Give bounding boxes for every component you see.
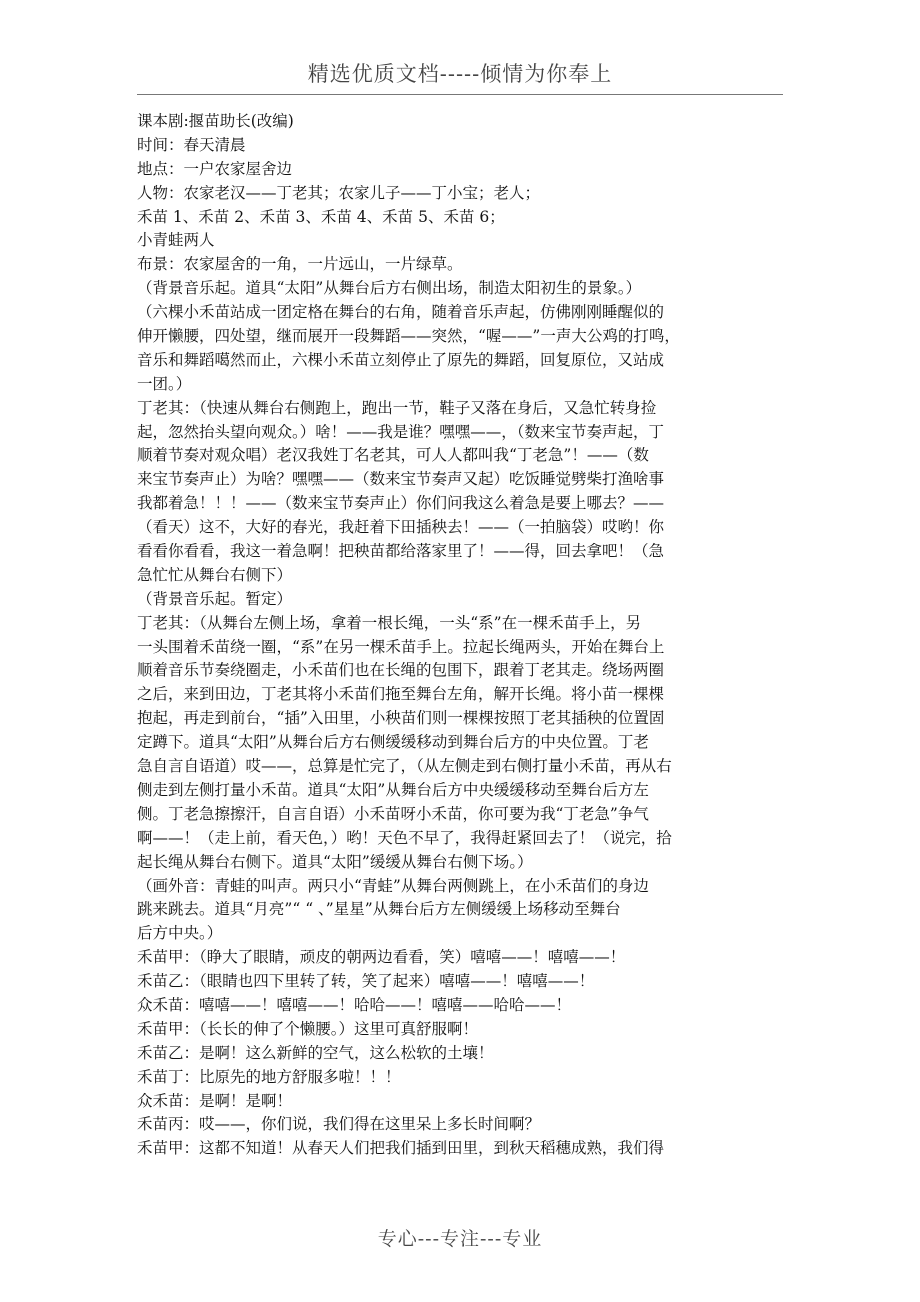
- text-line: 抱起，再走到前台，“插”入田里，小秧苗们则一棵棵按照丁老其插秧的位置固: [137, 709, 665, 728]
- text-line: 定蹲下。道具“太阳”从舞台后方右侧缓缓移动到舞台后方的中央位置。丁老: [137, 733, 649, 752]
- text-line: 音乐和舞蹈噶然而止，六棵小禾苗立刻停止了原先的舞蹈，回复原位，又站成: [137, 350, 665, 369]
- text-line: 伸开懒腰，四处望，继而展开一段舞蹈——突然，“喔——”一声大公鸡的打鸣，: [137, 327, 680, 346]
- text-line: （画外音：青蛙的叫声。两只小“青蛙”从舞台两侧跳上，在小禾苗们的身边: [137, 876, 649, 895]
- text-line: 侧走到左侧打量小禾苗。道具“太阳”从舞台后方中央缓缓移动至舞台后方左: [137, 780, 649, 799]
- text-line: （背景音乐起。暂定）: [137, 589, 293, 608]
- text-line: 丁老其：（快速从舞台右侧跑上，跑出一节，鞋子又落在身后，又急忙转身捡: [137, 398, 657, 417]
- text-line: 禾苗乙：是啊！这么新鲜的空气，这么松软的土壤！: [137, 1043, 494, 1062]
- text-line: 顺着音乐节奏绕圈走，小禾苗们也在长绳的包围下，跟着丁老其走。绕场两圈: [137, 661, 665, 680]
- text-line: 禾苗丙：哎——，你们说，我们得在这里呆上多长时间啊？: [137, 1115, 541, 1134]
- text-line: 后方中央。）: [137, 924, 223, 943]
- text-line: （背景音乐起。道具“太阳”从舞台后方右侧出场，制造太阳初生的景象。）: [137, 279, 642, 298]
- text-line: 啊——！（走上前，看天色，）哟！天色不早了，我得赶紧回去了！（说完，拾: [137, 828, 672, 847]
- text-line: 顺着节奏对观众唱）老汉我姓丁名老其，可人人都叫我“丁老急”！——（数: [137, 446, 649, 465]
- text-line: 人物：农家老汉——丁老其；农家儿子——丁小宝；老人；: [137, 183, 541, 202]
- text-line: 之后，来到田边，丁老其将小禾苗们拖至舞台左角，解开长绳。将小苗一棵棵: [137, 685, 665, 704]
- text-line: 禾苗 1、禾苗 2、禾苗 3、禾苗 4、禾苗 5、禾苗 6；: [137, 207, 505, 226]
- text-line: （看天）这不，大好的春光，我赶着下田插秧去！——（一拍脑袋）哎哟！你: [137, 518, 665, 537]
- header-divider: [137, 94, 783, 95]
- text-line: （六棵小禾苗站成一团定格在舞台的右角，随着音乐声起，仿佛刚刚睡醒似的: [137, 303, 665, 322]
- text-line: 起长绳从舞台右侧下。道具“太阳”缓缓从舞台右侧下场。）: [137, 852, 533, 871]
- text-line: 一头围着禾苗绕一圈，“系”在另一棵禾苗手上。拉起长绳两头，开始在舞台上: [137, 637, 665, 656]
- text-line: 我都着急！！！——（数来宝节奏声止）你们问我这么着急是要上哪去？——: [137, 494, 665, 513]
- text-line: 丁老其：（从舞台左侧上场，拿着一根长绳，一头“系”在一棵禾苗手上，另: [137, 613, 642, 632]
- text-line: 课本剧:揠苗助长(改编): [137, 112, 294, 130]
- text-line: 来宝节奏声止）为啥？嘿嘿——（数来宝节奏声又起）吃饭睡觉劈柴打渔啥事: [137, 470, 665, 489]
- text-line: 禾苗甲：（长长的伸了个懒腰。）这里可真舒服啊！: [137, 1019, 479, 1038]
- page-header: 精选优质文档-----倾情为你奉上: [307, 62, 613, 86]
- script-body: [137, 110, 783, 1161]
- text-line: 众禾苗：嘻嘻——！嘻嘻——！哈哈——！嘻嘻——哈哈——！: [137, 995, 572, 1014]
- text-line: 禾苗甲：这都不知道！从春天人们把我们插到田里，到秋天稻穗成熟，我们得: [137, 1139, 665, 1158]
- text-line: 急忙忙从舞台右侧下）: [137, 565, 293, 584]
- text-line: 一团。）: [137, 374, 192, 393]
- text-line: 布景：农家屋舍的一角，一片远山，一片绿草。: [137, 255, 463, 274]
- text-line: 侧。丁老急擦擦汗，自言自语）小禾苗呀小禾苗，你可要为我“丁老急”争气: [137, 804, 649, 823]
- text-line: 地点：一户农家屋舍边: [137, 159, 293, 178]
- text-line: 禾苗乙：（眼睛也四下里转了转，笑了起来）嘻嘻——！嘻嘻——！: [137, 972, 595, 991]
- text-line: 急自言自语道）哎——，总算是忙完了，（从左侧走到右侧打量小禾苗，再从右: [137, 757, 672, 776]
- text-line: 小青蛙两人: [137, 231, 215, 250]
- text-line: 起，忽然抬头望向观众。）啥！——我是谁？嘿嘿——，（数来宝节奏声起，丁: [137, 422, 665, 441]
- text-line: 禾苗丁：比原先的地方舒服多啦！！！: [137, 1067, 401, 1086]
- text-line: 看看你看看，我这一着急啊！把秧苗都给落家里了！——得，回去拿吧！（急: [137, 542, 665, 561]
- text-line: 禾苗甲：（睁大了眼睛，顽皮的朝两边看看，笑）嘻嘻——！嘻嘻——！: [137, 948, 626, 967]
- page-footer: 专心---专注---专业: [377, 1228, 543, 1250]
- text-line: 跳来跳去。道具“月亮”“ “ 、”星星”从舞台后方左侧缓缓上场移动至舞台: [137, 900, 621, 919]
- text-line: 众禾苗：是啊！是啊！: [137, 1091, 293, 1110]
- text-line: 时间：春天清晨: [137, 135, 246, 154]
